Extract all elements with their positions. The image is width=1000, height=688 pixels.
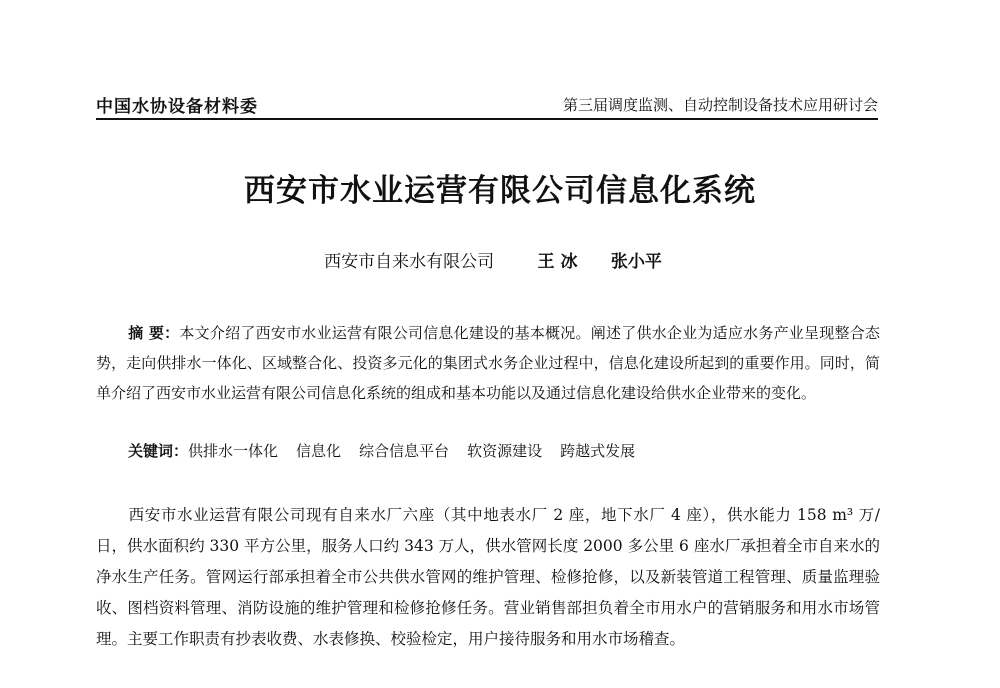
keyword: 供排水一体化: [188, 442, 279, 460]
author-name: 王 冰: [537, 252, 578, 272]
author-name: 张小平: [610, 252, 662, 272]
abstract-label: 摘 要：: [128, 324, 180, 342]
keywords-label: 关键词：: [128, 442, 189, 460]
abstract: [96, 318, 880, 408]
keyword: 信息化: [296, 442, 342, 460]
header-committee: 中国水协设备材料委: [96, 97, 258, 117]
running-header: [96, 92, 878, 120]
author-organization: 西安市自来水有限公司: [324, 252, 495, 272]
keyword: 软资源建设: [467, 442, 543, 460]
body-paragraph-text: 西安市水业运营有限公司现有自来水厂六座（其中地表水厂 2 座，地下水厂 4 座），供水能力 158 m³ 万/日，供水面积约 330 平方公里，服务人口约 343 万人，供水管网长度 2000 多公里 6 座水厂承担着全市自来水的净水生产任务。管网运行部承担着全市公共供水管网的维护管理、检修抢修，以及新装管道工程管理、质量监理验收、图档资料管理、消防设施的维护管理和检修抢修任务。营业销售部担负着全市用水户的营销服务和用水市场管理。主要工作职责有抄表收费、水表修换、校验检定，用户接待服务和用水市场稽查。: [96, 506, 880, 648]
header-conference: 第三届调度监测、自动控制设备技术应用研讨会: [562, 96, 878, 114]
abstract-text: 本文介绍了西安市水业运营有限公司信息化建设的基本概况。阐述了供水企业为适应水务产业呈现整合态势，走向供排水一体化、区域整合化、投资多元化的集团式水务企业过程中，信息化建设所起到的重要作用。同时，简单介绍了西安市水业运营有限公司信息化系统的组成和基本功能以及通过信息化建设给供水企业带来的变化。: [96, 324, 880, 402]
paper-title: 西安市水业运营有限公司信息化系统: [244, 173, 756, 209]
body-paragraph: [96, 500, 880, 655]
keyword: 跨越式发展: [560, 442, 636, 460]
author-line: [0, 247, 1000, 272]
keywords: [128, 440, 653, 461]
keyword: 综合信息平台: [359, 442, 450, 460]
